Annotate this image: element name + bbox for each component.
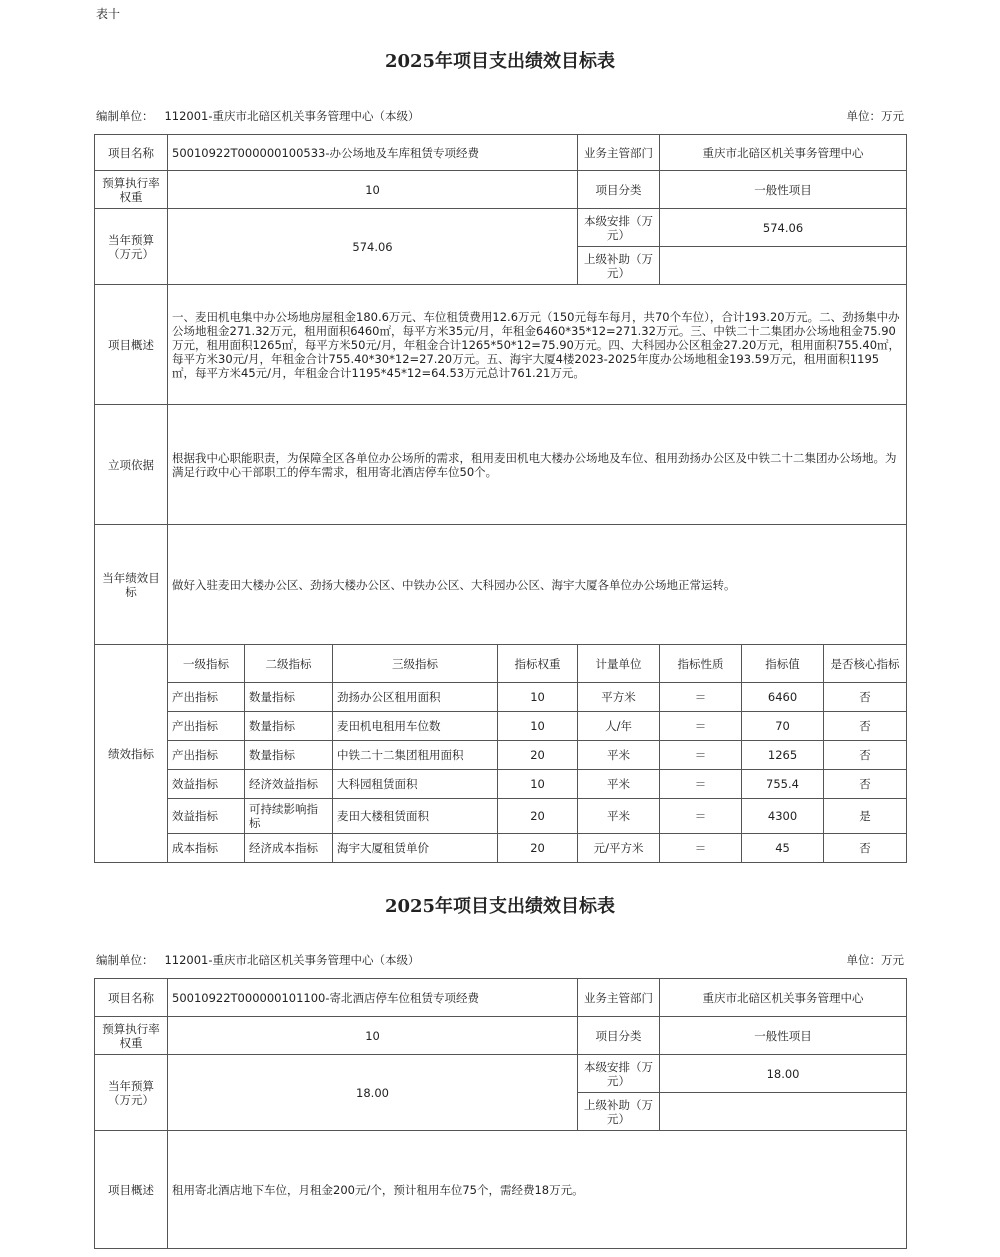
- table-row: [95, 770, 907, 799]
- table-row: [95, 712, 907, 741]
- money-unit: 单位：万元: [846, 953, 904, 967]
- core-cell: 否: [824, 770, 907, 799]
- category-label: 项目分类: [578, 171, 660, 209]
- money-unit: 单位：万元: [846, 109, 904, 123]
- level1-cell: 产出指标: [168, 741, 245, 770]
- level3-cell: 大科园租赁面积: [333, 770, 498, 799]
- core-cell: 否: [824, 712, 907, 741]
- unit-cell: 人/年: [578, 712, 660, 741]
- unit-cell: 平方米: [578, 683, 660, 712]
- category-value: 一般性项目: [660, 171, 907, 209]
- overview-text: 一、麦田机电集中办公场地房屋租金180.6万元、车位租赁费用12.6万元（150元每车每月，共70个车位），合计193.20万元。二、劲扬集中办公场地租金271.32万元，租用面积6460㎡，每平方米35元/月，年租金6460*35*12=271.32万元。三、中铁二十二集团办公场地租金75.90万元，租用面积1265㎡，每平方米50元/月，年租金合计1265*50*12=75.90万元。四、大科园办公区租金27.20万元，租用面积755.40㎡，每平方米30元/月，年租金合计755.40*30*12=27.20万元。五、海宇大厦4楼2023-2025年度办公场地租金193.59万元，租用面积1195㎡，每平方米45元/月，年租金合计1195*45*12=64.53万元总计761.21万元。: [168, 285, 907, 405]
- compiling-unit-line: [96, 108, 904, 124]
- col-header: 三级指标: [333, 645, 498, 683]
- weight-cell: 10: [498, 712, 578, 741]
- level2-cell: 数量指标: [245, 741, 333, 770]
- project-name-label: 项目名称: [95, 979, 168, 1017]
- local-label: 本级安排（万元）: [578, 209, 660, 247]
- col-header: 指标值: [742, 645, 824, 683]
- upper-label: 上级补助（万元）: [578, 247, 660, 285]
- level1-cell: 产出指标: [168, 683, 245, 712]
- goal-text: 做好入驻麦田大楼办公区、劲扬大楼办公区、中铁办公区、大科园办公区、海宇大厦各单位办公场地正常运转。: [168, 525, 907, 645]
- compiling-unit-prefix: 编制单位：: [96, 953, 154, 967]
- unit-cell: 平米: [578, 799, 660, 834]
- unit-cell: 平米: [578, 770, 660, 799]
- value-cell: 1265: [742, 741, 824, 770]
- dept-label: 业务主管部门: [578, 979, 660, 1017]
- budget-label: 当年预算（万元）: [95, 209, 168, 285]
- compiling-unit: 112001-重庆市北碚区机关事务管理中心（本级）: [164, 109, 420, 123]
- budget-label: 当年预算（万元）: [95, 1055, 168, 1131]
- basis-text: 根据我中心职能职责，为保障全区各单位办公场所的需求，租用麦田机电大楼办公场地及车位、租用劲扬办公区及中铁二十二集团办公场地。为满足行政中心干部职工的停车需求，租用寄北酒店停车位50个。: [168, 405, 907, 525]
- table-row: [95, 834, 907, 863]
- table-row: [95, 741, 907, 770]
- col-header: 计量单位: [578, 645, 660, 683]
- page-title-2: 2025年项目支出绩效目标表: [384, 896, 616, 917]
- level1-cell: 效益指标: [168, 770, 245, 799]
- weight-label: 预算执行率权重: [95, 171, 168, 209]
- dept-value: 重庆市北碚区机关事务管理中心: [660, 979, 907, 1017]
- weight-value: 10: [168, 1017, 578, 1055]
- basis-label: 立项依据: [95, 405, 168, 525]
- value-cell: 755.4: [742, 770, 824, 799]
- core-cell: 是: [824, 799, 907, 834]
- level2-cell: 数量指标: [245, 712, 333, 741]
- nature-cell: ＝: [660, 799, 742, 834]
- value-cell: 6460: [742, 683, 824, 712]
- value-cell: 45: [742, 834, 824, 863]
- dept-value: 重庆市北碚区机关事务管理中心: [660, 135, 907, 171]
- local-value: 18.00: [660, 1055, 907, 1093]
- col-header: 是否核心指标: [824, 645, 907, 683]
- table-row: [95, 683, 907, 712]
- table-number-label: 表十: [96, 7, 121, 21]
- upper-value: [660, 1093, 907, 1131]
- weight-cell: 10: [498, 683, 578, 712]
- nature-cell: ＝: [660, 770, 742, 799]
- nature-cell: ＝: [660, 834, 742, 863]
- page-title: 2025年项目支出绩效目标表: [384, 51, 616, 72]
- nature-cell: ＝: [660, 741, 742, 770]
- col-header: 一级指标: [168, 645, 245, 683]
- core-cell: 否: [824, 683, 907, 712]
- upper-value: [660, 247, 907, 285]
- weight-value: 10: [168, 171, 578, 209]
- dept-label: 业务主管部门: [578, 135, 660, 171]
- weight-cell: 20: [498, 834, 578, 863]
- project-name: 50010922T000000101100-寄北酒店停车位租赁专项经费: [168, 979, 578, 1017]
- indicators-label: 绩效指标: [95, 645, 168, 863]
- level2-cell: 经济效益指标: [245, 770, 333, 799]
- core-cell: 否: [824, 741, 907, 770]
- level3-cell: 中铁二十二集团租用面积: [333, 741, 498, 770]
- weight-cell: 20: [498, 741, 578, 770]
- nature-cell: ＝: [660, 683, 742, 712]
- level3-cell: 劲扬办公区租用面积: [333, 683, 498, 712]
- level2-cell: 经济成本指标: [245, 834, 333, 863]
- upper-label: 上级补助（万元）: [578, 1093, 660, 1131]
- table-row: [95, 799, 907, 834]
- level1-cell: 成本指标: [168, 834, 245, 863]
- level3-cell: 麦田机电租用车位数: [333, 712, 498, 741]
- category-label: 项目分类: [578, 1017, 660, 1055]
- overview-label: 项目概述: [95, 1131, 168, 1249]
- performance-table-1: [94, 134, 907, 863]
- project-name-label: 项目名称: [95, 135, 168, 171]
- overview-text: 租用寄北酒店地下车位，月租金200元/个，预计租用车位75个，需经费18万元。: [168, 1131, 907, 1249]
- col-header: 指标权重: [498, 645, 578, 683]
- compiling-unit-line-2: [96, 952, 904, 968]
- goal-label: 当年绩效目标: [95, 525, 168, 645]
- level1-cell: 效益指标: [168, 799, 245, 834]
- weight-label: 预算执行率权重: [95, 1017, 168, 1055]
- project-name: 50010922T000000100533-办公场地及车库租赁专项经费: [168, 135, 578, 171]
- compiling-unit: 112001-重庆市北碚区机关事务管理中心（本级）: [164, 953, 420, 967]
- level2-cell: 可持续影响指标: [245, 799, 333, 834]
- budget-value: 18.00: [168, 1055, 578, 1131]
- local-label: 本级安排（万元）: [578, 1055, 660, 1093]
- level3-cell: 海宇大厦租赁单价: [333, 834, 498, 863]
- overview-label: 项目概述: [95, 285, 168, 405]
- value-cell: 70: [742, 712, 824, 741]
- level3-cell: 麦田大楼租赁面积: [333, 799, 498, 834]
- weight-cell: 20: [498, 799, 578, 834]
- compiling-unit-prefix: 编制单位：: [96, 109, 154, 123]
- local-value: 574.06: [660, 209, 907, 247]
- col-header: 指标性质: [660, 645, 742, 683]
- level1-cell: 产出指标: [168, 712, 245, 741]
- category-value: 一般性项目: [660, 1017, 907, 1055]
- value-cell: 4300: [742, 799, 824, 834]
- performance-table-2: [94, 978, 907, 1249]
- budget-value: 574.06: [168, 209, 578, 285]
- unit-cell: 平米: [578, 741, 660, 770]
- level2-cell: 数量指标: [245, 683, 333, 712]
- core-cell: 否: [824, 834, 907, 863]
- weight-cell: 10: [498, 770, 578, 799]
- nature-cell: ＝: [660, 712, 742, 741]
- col-header: 二级指标: [245, 645, 333, 683]
- unit-cell: 元/平方米: [578, 834, 660, 863]
